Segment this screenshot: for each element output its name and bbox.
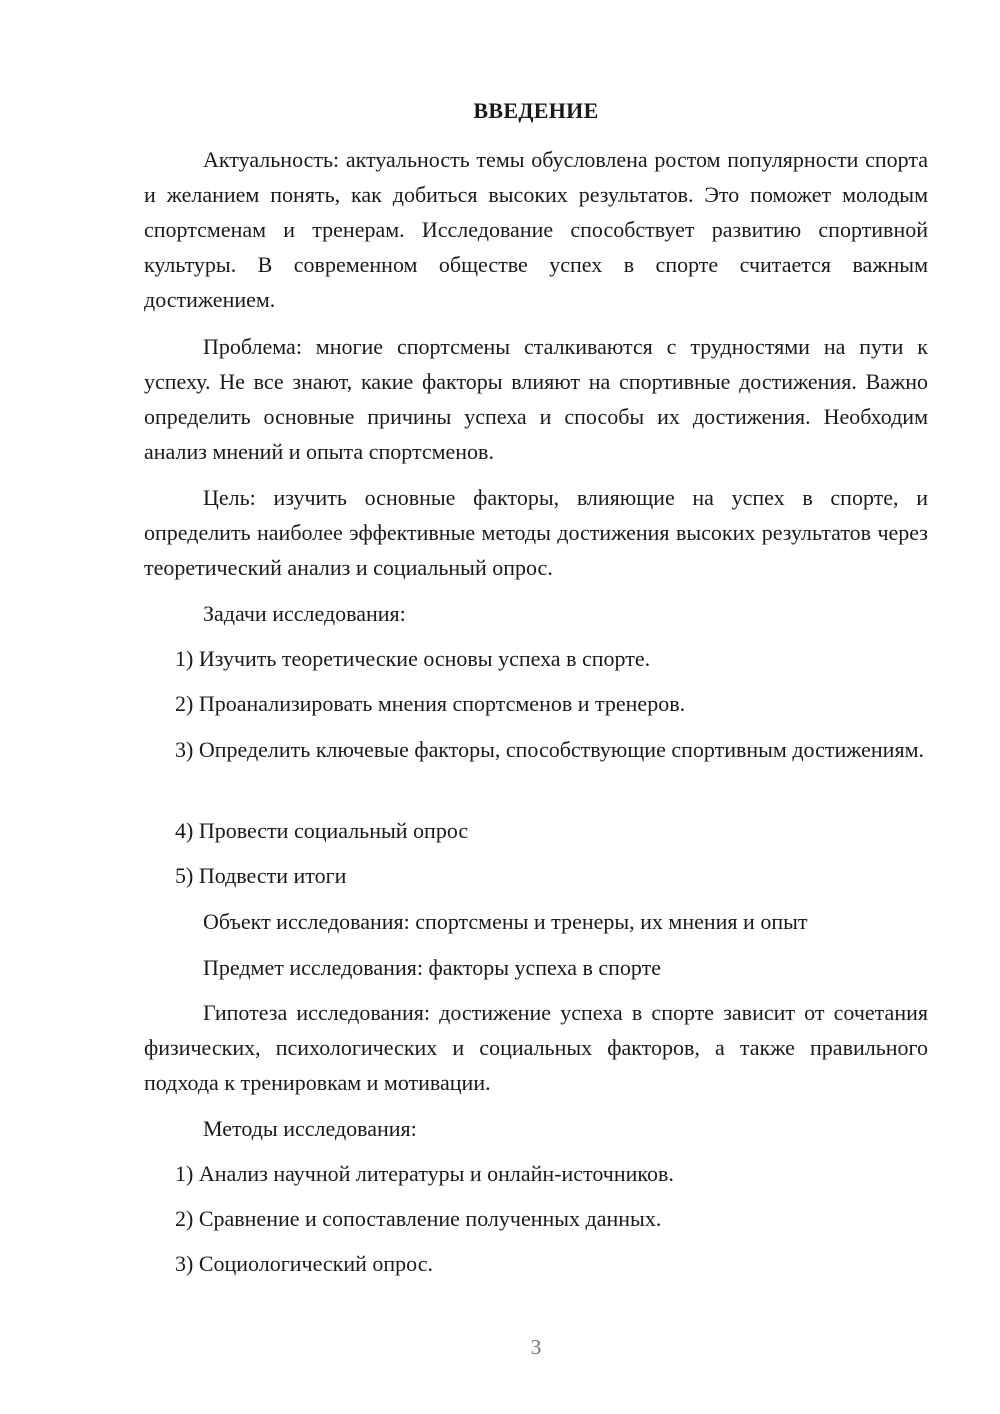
page-title: ВВЕДЕНИЕ xyxy=(473,98,599,123)
object-paragraph: Объект исследования: спортсмены и тренеры, их мнения и опыт xyxy=(203,909,808,934)
method-item: 2) Сравнение и сопоставление полученных данных. xyxy=(175,1206,662,1231)
problem-paragraph: Проблема: многие спортсмены сталкиваются с трудностями на пути к успеху. Не все знают, какие факторы влияют на спортивные достижения. Важно определить основные причины успеха и способы их достижения. Необходим анализ мнений и опыта спортсменов. xyxy=(144,334,928,464)
subject-paragraph: Предмет исследования: факторы успеха в спорте xyxy=(203,955,661,980)
methods-heading: Методы исследования: xyxy=(203,1116,417,1141)
method-item: 3) Социологический опрос. xyxy=(175,1251,433,1276)
method-item: 1) Анализ научной литературы и онлайн-источников. xyxy=(175,1161,674,1186)
task-item: 2) Проанализировать мнения спортсменов и тренеров. xyxy=(175,691,686,716)
goal-paragraph: Цель: изучить основные факторы, влияющие на успех в спорте, и определить наиболее эффективные методы достижения высоких результатов через теоретический анализ и социальный опрос. xyxy=(144,485,928,580)
page-number: 3 xyxy=(530,1335,542,1359)
relevance-paragraph: Актуальность: актуальность темы обусловлена ростом популярности спорта и желанием понять, как добиться высоких результатов. Это поможет молодым спортсменам и тренерам. Исследование способствует развитию спортивной культуры. В современном обществе успех в спорте считается важным достижением. xyxy=(144,147,928,312)
task-item: 5) Подвести итоги xyxy=(175,863,347,888)
task-item: 4) Провести социальный опрос xyxy=(175,818,469,843)
tasks-heading: Задачи исследования: xyxy=(203,601,406,626)
hypothesis-paragraph: Гипотеза исследования: достижение успеха в спорте зависит от сочетания физических, психологических и социальных факторов, а также правильного подхода к тренировкам и мотивации. xyxy=(144,1000,928,1095)
task-item: 3) Определить ключевые факторы, способствующие спортивным достижениям. xyxy=(175,737,924,762)
task-item: 1) Изучить теоретические основы успеха в спорте. xyxy=(175,646,651,671)
